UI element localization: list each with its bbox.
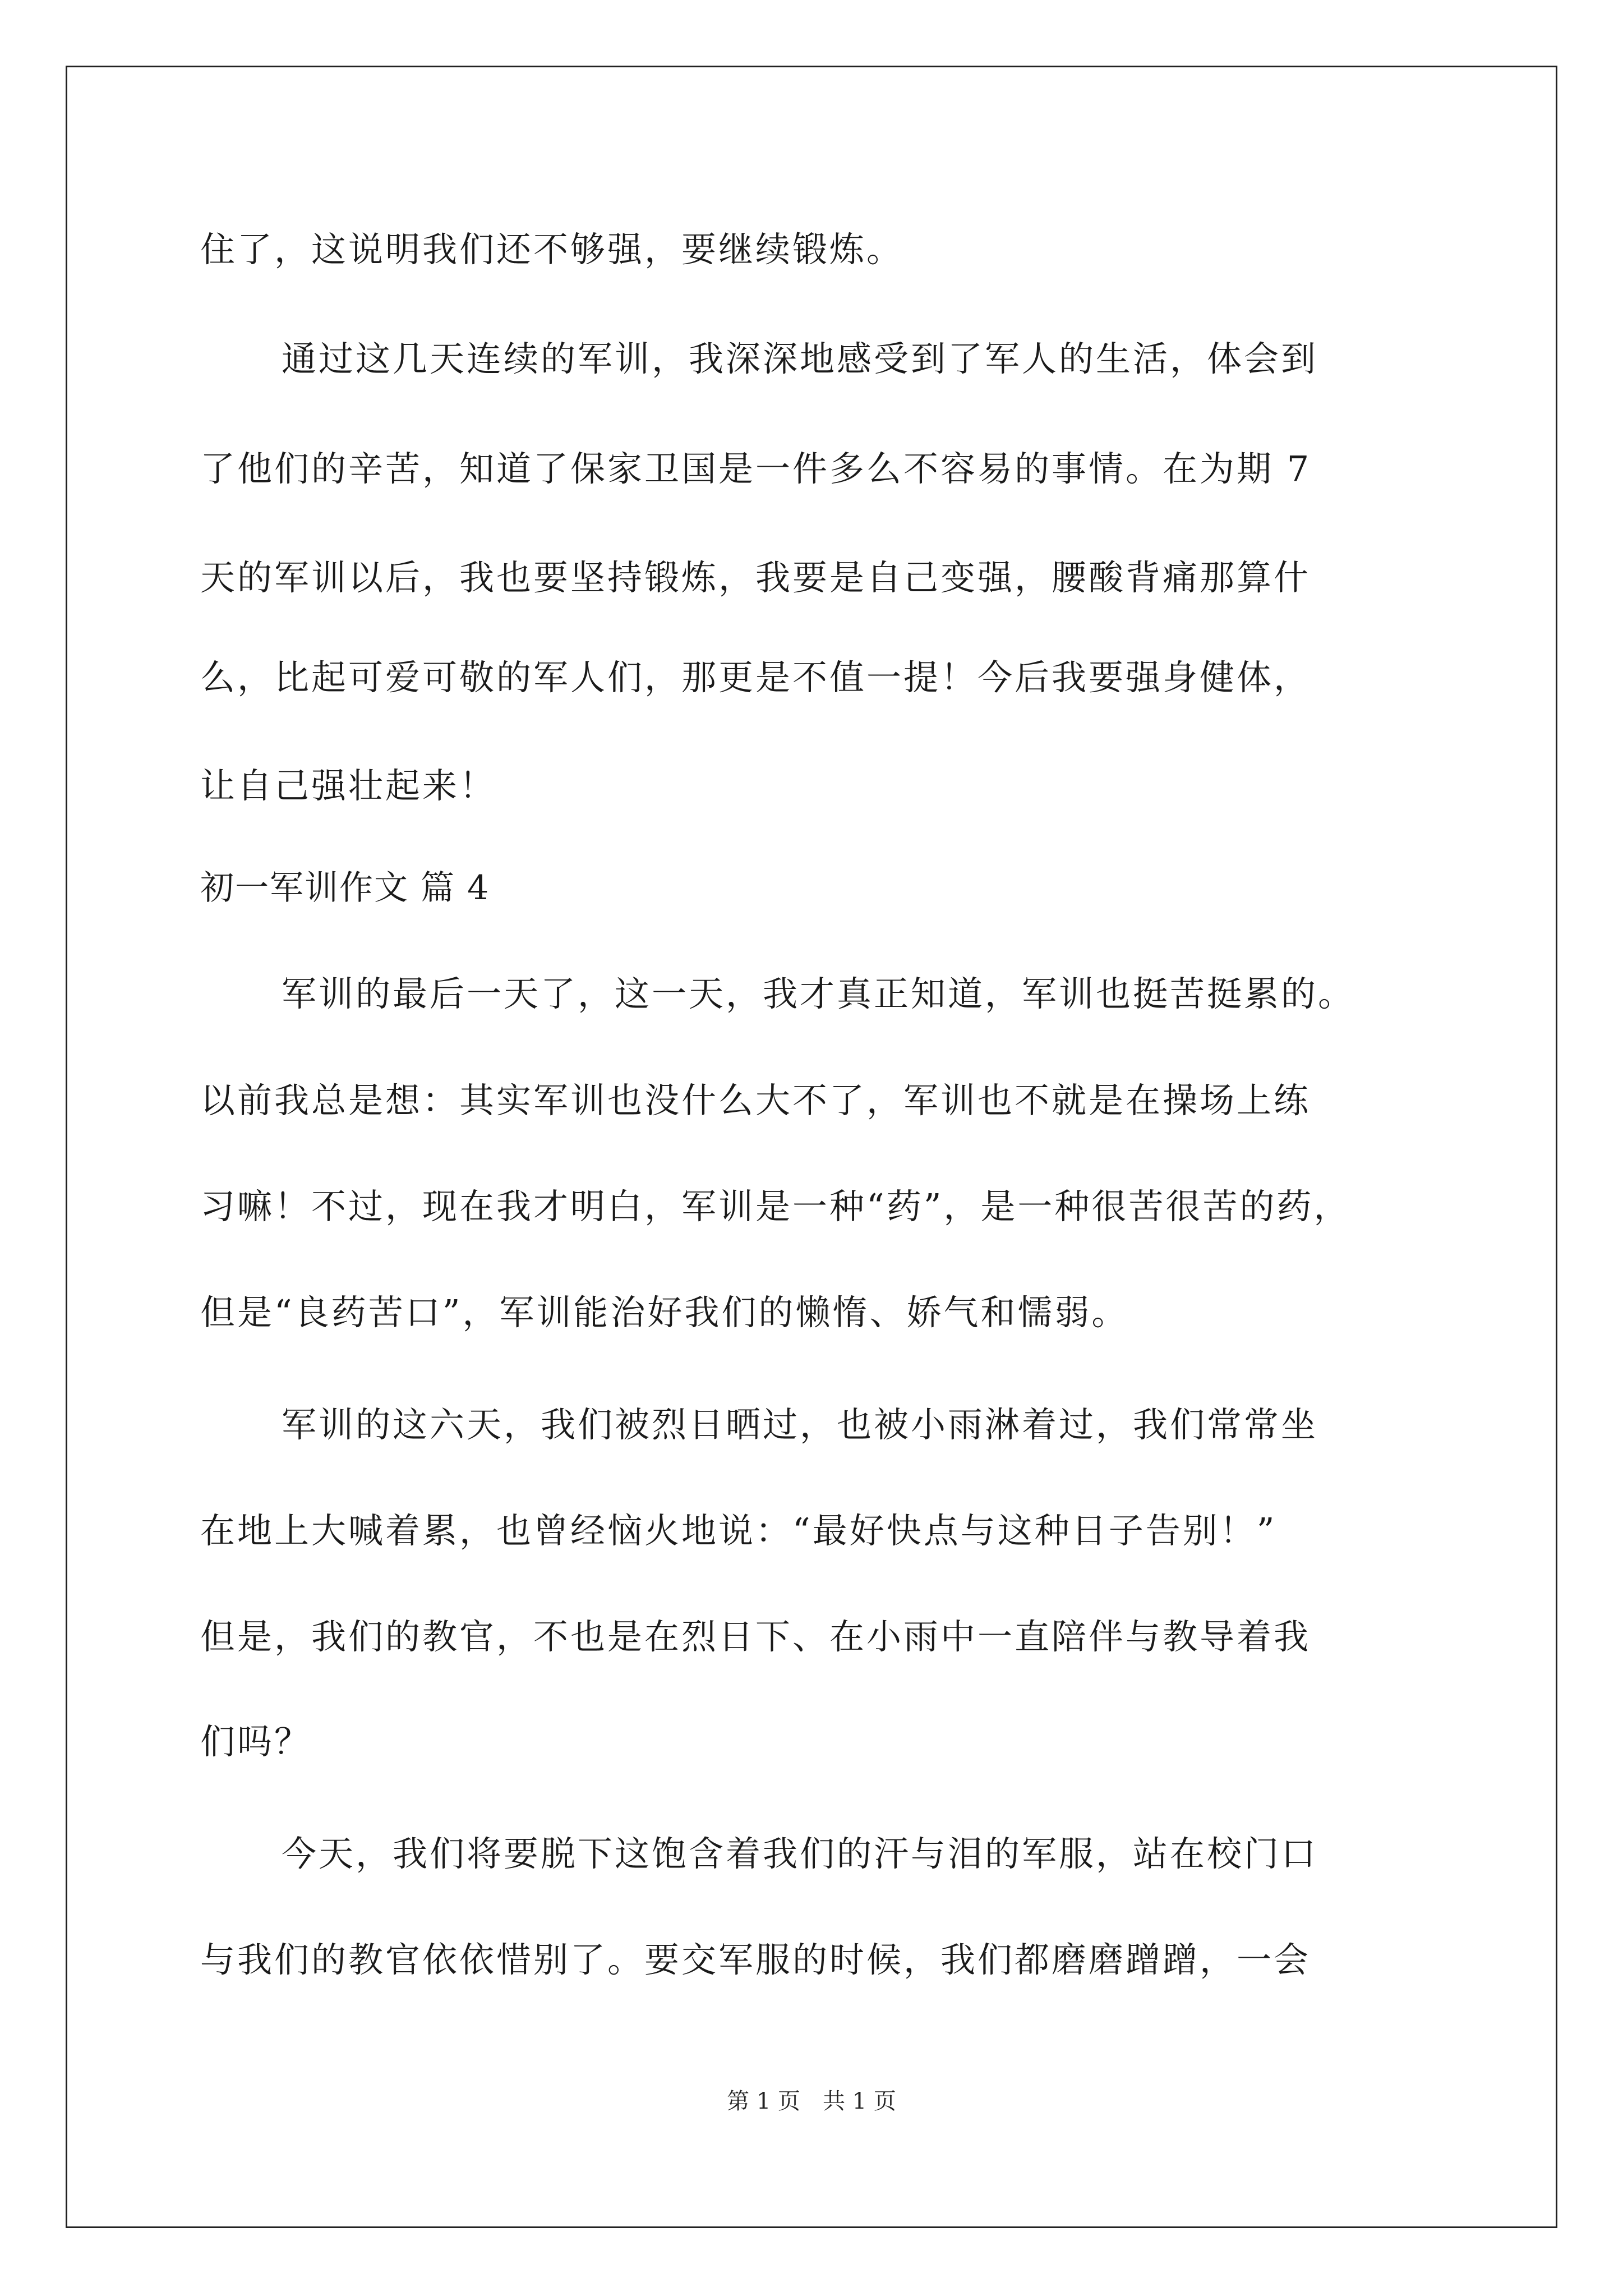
text-line: 天的军训以后，我也要坚持锻炼，我要是自己变强，腰酸背痛那算什 — [200, 557, 1311, 598]
text-line: 让自己强壮起来！ — [200, 765, 497, 806]
text-line: 但是“良药苦口”，军训能治好我们的懒惰、娇气和懦弱。 — [200, 1292, 1129, 1333]
page-footer: 第 1 页 共 1 页 — [727, 2088, 896, 2114]
paragraph-start: 军训的这六天，我们被烈日晒过，也被小雨淋着过，我们常常坐 — [282, 1404, 1318, 1445]
section-heading: 初一军训作文 篇 4 — [200, 868, 490, 908]
page-border — [66, 66, 1557, 2228]
text-line: 与我们的教官依依惜别了。要交军服的时候，我们都磨磨蹭蹭，一会 — [200, 1939, 1311, 1980]
text-line: 住了，这说明我们还不够强，要继续锻炼。 — [200, 229, 904, 270]
text-line: 在地上大喊着累，也曾经恼火地说：“最好快点与这种日子告别！” — [200, 1510, 1277, 1551]
text-line: 了他们的辛苦，知道了保家卫国是一件多么不容易的事情。在为期 7 — [200, 448, 1312, 489]
text-line: 习嘛！不过，现在我才明白，军训是一种“药”，是一种很苦很苦的药， — [200, 1186, 1351, 1227]
paragraph-start: 通过这几天连续的军训，我深深地感受到了军人的生活，体会到 — [282, 338, 1318, 379]
text-line: 但是，我们的教官，不也是在烈日下、在小雨中一直陪伴与教导着我 — [200, 1616, 1311, 1657]
text-line: 么，比起可爱可敬的军人们，那更是不值一提！今后我要强身健体， — [200, 657, 1311, 698]
paragraph-start: 今天，我们将要脱下这饱含着我们的汗与泪的军服，站在校门口 — [282, 1833, 1318, 1874]
text-line: 们吗？ — [200, 1721, 312, 1762]
paragraph-start: 军训的最后一天了，这一天，我才真正知道，军训也挺苦挺累的。 — [282, 973, 1355, 1014]
text-line: 以前我总是想：其实军训也没什么大不了，军训也不就是在操场上练 — [200, 1080, 1311, 1121]
